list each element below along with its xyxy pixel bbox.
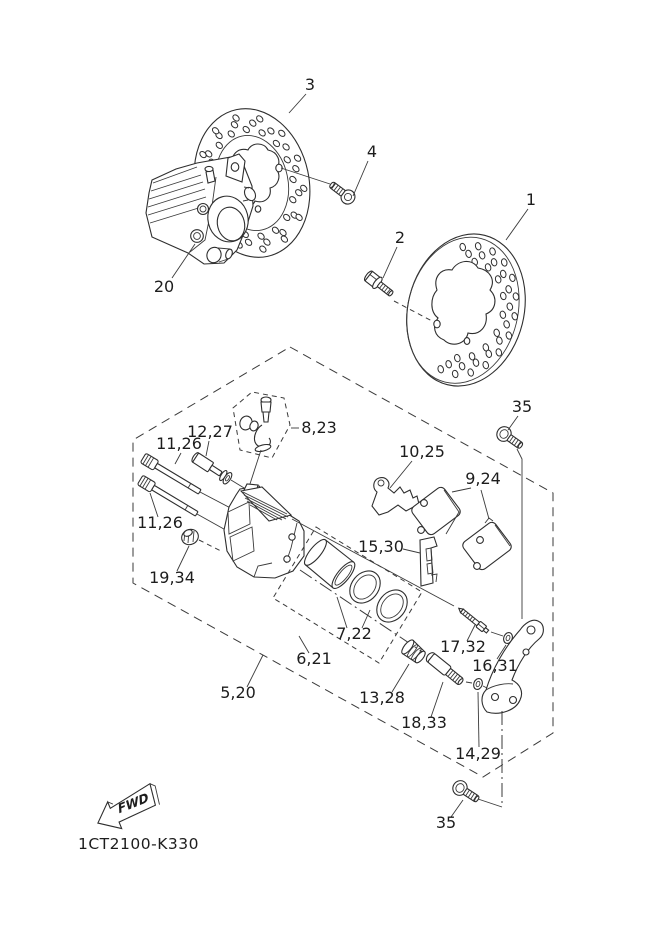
callout-pad-pin-bolt: 18,33 — [401, 713, 447, 732]
callout-bleed-screw-kit: 8,23 — [301, 418, 337, 437]
mount-bolt-bottom-drawing — [450, 778, 482, 806]
callout-bracket: 14,29 — [455, 744, 501, 763]
bleed-screw-drawing — [457, 606, 490, 635]
bolt-washer-drawing — [190, 451, 234, 486]
callout-pin-bolt-lower: 11,26 — [137, 513, 183, 532]
piston-drawing — [301, 536, 359, 592]
callout-caliper-body: 5,20 — [220, 683, 256, 702]
boot-drawing — [400, 638, 428, 665]
bleed-screw-kit-drawing — [238, 397, 272, 453]
callout-pin-bolt-upper: 11,26 — [156, 434, 202, 453]
callout-boot: 13,28 — [359, 688, 405, 707]
callout-mount-bolt-bottom: 35 — [435, 813, 457, 832]
washer-b — [472, 677, 484, 690]
callout-seal-kit: 6,21 — [296, 649, 332, 668]
callout-bolt-disc-right: 2 — [394, 228, 406, 247]
disc-bolt-left — [326, 178, 357, 207]
callout-pad-spring: 10,25 — [399, 442, 445, 461]
callout-bolt-disc-left: 4 — [366, 142, 378, 161]
callout-piston-seals: 7,22 — [336, 624, 372, 643]
disc-right-bolt-hole — [434, 320, 440, 328]
caliper-body-drawing — [224, 484, 304, 578]
callout-caliper-assembly: 20 — [153, 277, 175, 296]
diagram-part-code: 1CT2100-K330 — [78, 835, 199, 853]
pad-shim-drawing — [420, 537, 437, 586]
mount-bolt-top-drawing — [494, 424, 526, 453]
disc-bolt-right — [363, 269, 397, 299]
callout-washer: 16,31 — [472, 656, 518, 675]
callout-brake-pads: 9,24 — [465, 469, 501, 488]
pad-pin-bolt-drawing — [424, 651, 465, 687]
callout-disc-right: 1 — [525, 190, 537, 209]
callout-bleed-screw: 17,32 — [440, 637, 486, 656]
disc-right-bolt-hole2 — [464, 338, 470, 345]
disc-left-bolt-hole2 — [255, 206, 261, 212]
fwd-arrow-icon — [92, 782, 166, 836]
callout-bolt-washer: 12,27 — [187, 422, 233, 441]
callout-mount-bolt-top: 35 — [511, 397, 533, 416]
brake-pad-2 — [461, 518, 513, 572]
callout-pad-shim: 15,30 — [358, 537, 404, 556]
callout-disc-left: 3 — [304, 75, 316, 94]
callout-cap-nut: 19,34 — [149, 568, 195, 587]
brake-pad-1 — [410, 485, 462, 536]
fwd-arrow-label: FWD — [116, 789, 151, 817]
